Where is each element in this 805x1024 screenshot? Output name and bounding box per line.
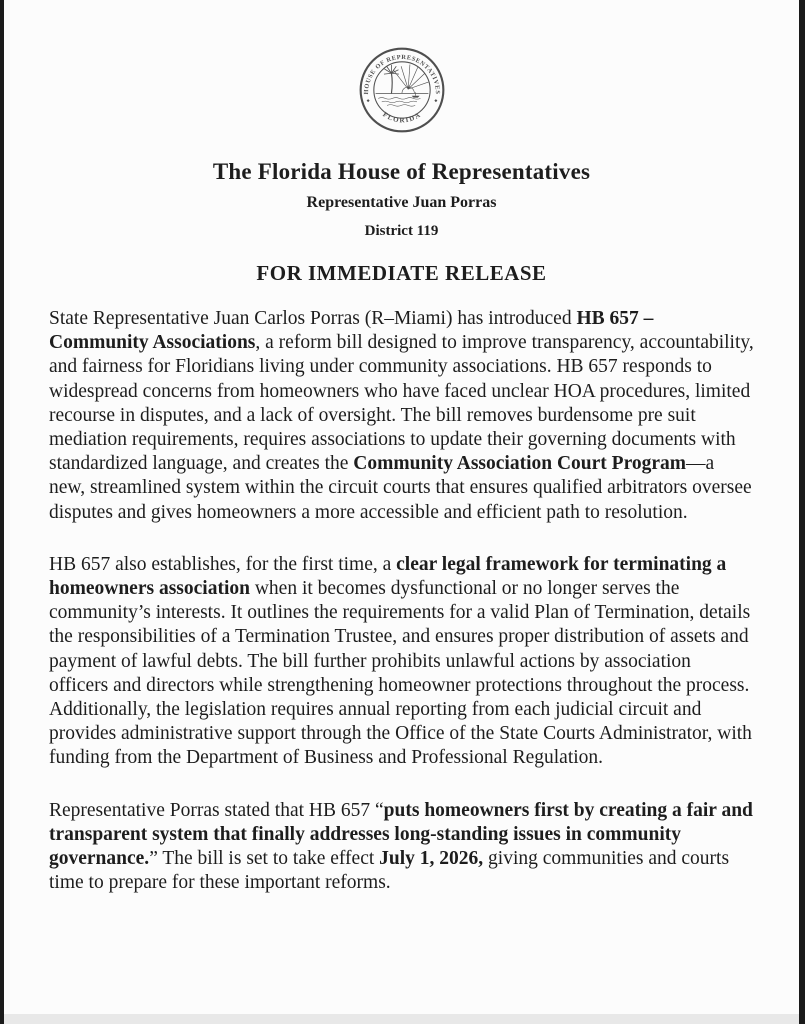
seal-top-text: HOUSE OF REPRESENTATIVES bbox=[362, 53, 441, 95]
body-paragraph: Representative Porras stated that HB 657 “puts homeowners first by creating a fair and transparent system that finally addresses long-standing issues in community governance.” The bill is set to take effect July 1, 2026, giving communities and courts time to prepare for these important reforms. bbox=[49, 799, 753, 894]
release-heading: FOR IMMEDIATE RELEASE bbox=[256, 261, 547, 285]
photo-bottom-strip bbox=[4, 1014, 799, 1024]
press-release-page bbox=[4, 0, 799, 1014]
page-content bbox=[49, 46, 754, 895]
seal-scene bbox=[375, 64, 428, 106]
seal-left-star-icon bbox=[366, 99, 369, 102]
district-label: District 119 bbox=[364, 223, 439, 239]
seal-right-star-icon bbox=[434, 99, 437, 102]
page-title: The Florida House of Representatives bbox=[212, 159, 591, 184]
body-paragraph: HB 657 also establishes, for the first time, a clear legal framework for terminating a homeowners association when it becomes dysfunctional or no longer serves the community’s interests. It outlines the requirements for a valid Plan of Termination, details the responsibilities of a Termination Trustee, and ensures proper distribution of assets and payment of lawful debts. The bill further prohibits unlawful actions by association officers and directors while strengthening homeowner protections throughout the process. Additionally, the legislation requires annual reporting from each judicial circuit and provides administrative support through the Office of the State Courts Administrator, with funding from the Department of Business and Professional Regulation. bbox=[49, 553, 752, 769]
photo-right-edge bbox=[799, 0, 805, 1024]
body-paragraph: State Representative Juan Carlos Porras (R–Miami) has introduced HB 657 – Community Associations, a reform bill designed to improve transparency, accountability, and fairness for Floridians living under community associations. HB 657 responds to widespread concerns from homeowners who have faced unclear HOA procedures, limited recourse in disputes, and a lack of oversight. The bill removes burdensome pre suit mediation requirements, requires associations to update their governing documents with standardized language, and creates the Community Association Court Program—a new, streamlined system within the circuit courts that ensures qualified arbitrators oversee disputes and gives homeowners a more accessible and efficient path to resolution. bbox=[49, 308, 754, 523]
seal-graphic bbox=[358, 46, 446, 134]
house-of-representatives-seal-icon bbox=[49, 46, 754, 134]
seal-bottom-text: FLORIDA bbox=[380, 110, 423, 125]
representative-name: Representative Juan Porras bbox=[306, 194, 497, 211]
svg-text:FLORIDA bbox=[381, 110, 423, 124]
press-release-body bbox=[49, 307, 754, 895]
